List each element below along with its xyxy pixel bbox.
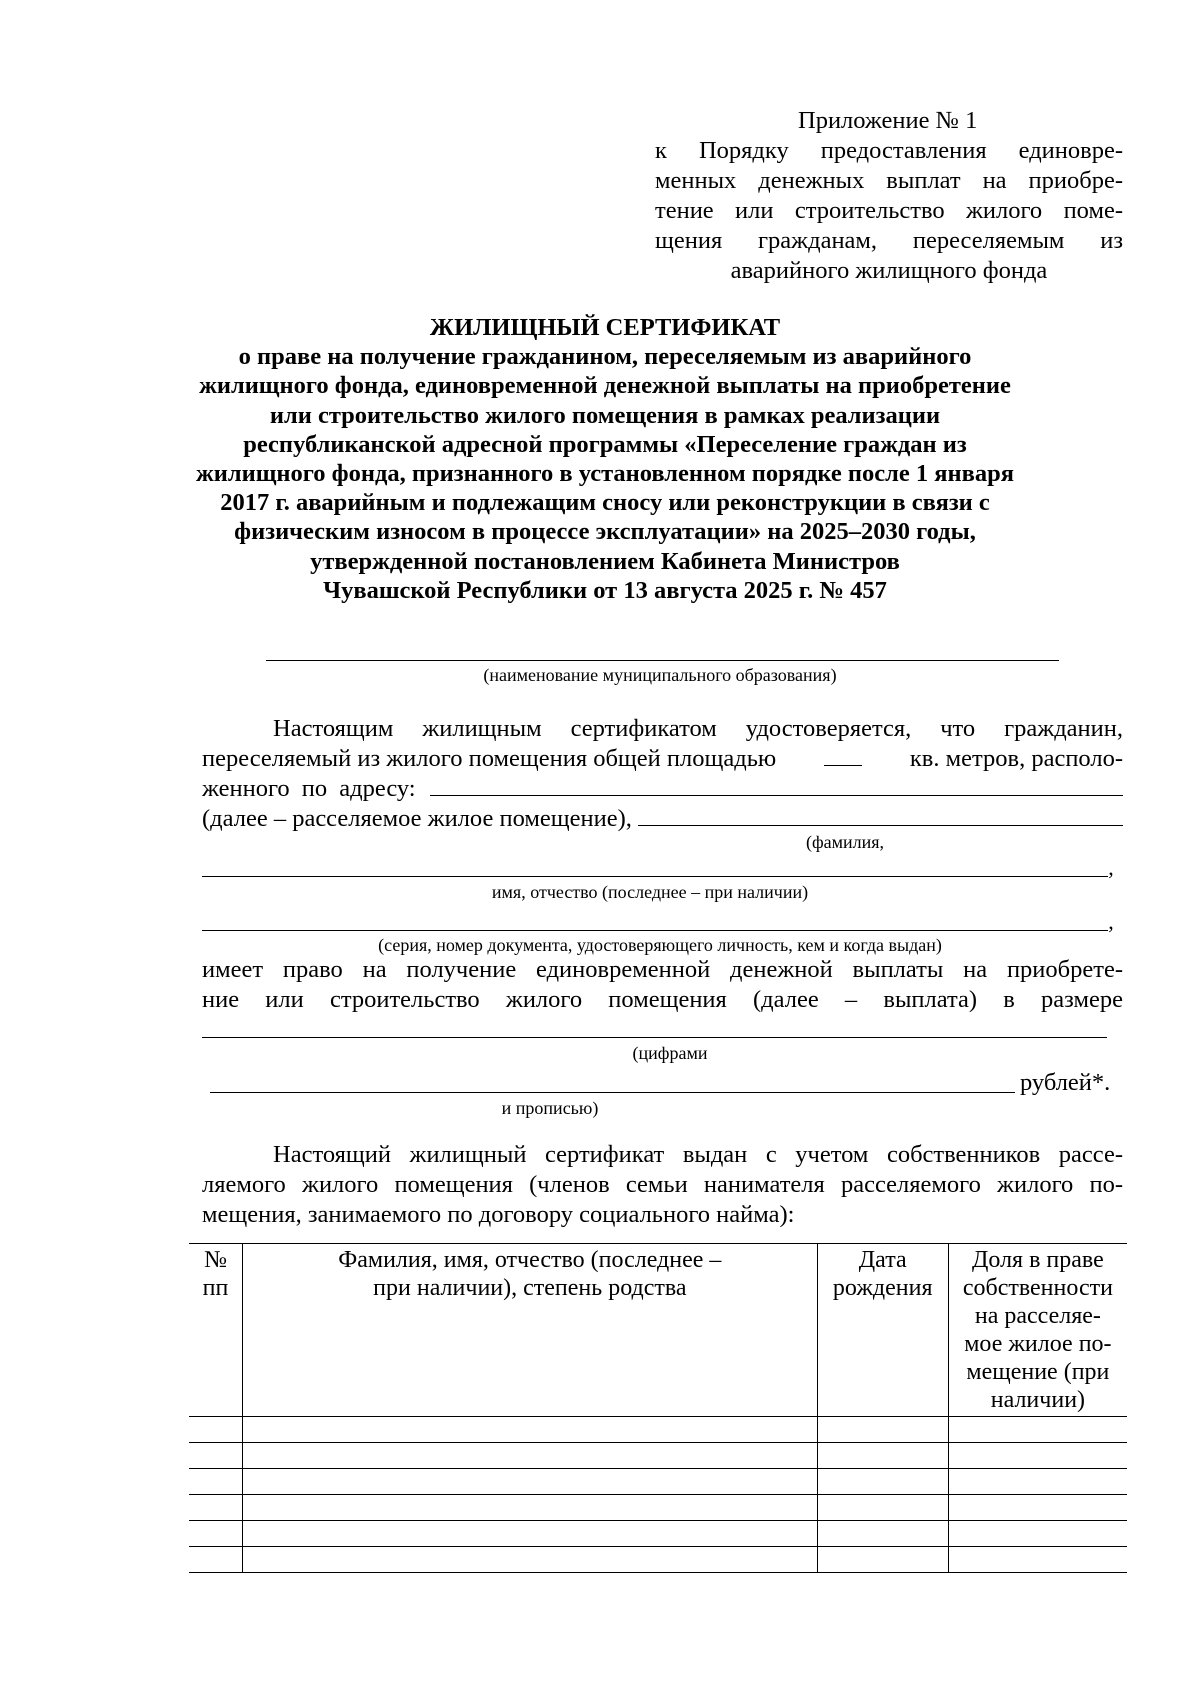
body-line	[202, 744, 1123, 774]
header-text: собственности	[962, 1275, 1113, 1301]
title-line: республиканской адресной программы «Переселение граждан из	[243, 430, 967, 458]
table-row[interactable]	[189, 1443, 1127, 1469]
municipality-caption: (наименование муниципального образования)	[483, 665, 837, 685]
table-row[interactable]	[189, 1547, 1127, 1573]
table-cell[interactable]	[817, 1495, 948, 1521]
table-cell[interactable]	[948, 1443, 1127, 1469]
table-cell[interactable]	[243, 1469, 818, 1495]
header-text: пп	[202, 1275, 229, 1301]
appendix-line: щения гражданам, переселяемым из	[655, 227, 1123, 254]
table-cell[interactable]	[189, 1469, 243, 1495]
header-text: на расселяе-	[974, 1303, 1101, 1329]
table-cell[interactable]	[948, 1521, 1127, 1547]
area-field[interactable]	[824, 745, 862, 766]
certificate-title	[150, 313, 1060, 605]
rubles-label: рублей*.	[1020, 1069, 1111, 1096]
header-text: рождения	[832, 1275, 933, 1301]
body-line-part: (далее – расселяемое жилое помещение),	[202, 805, 632, 832]
certificate-body	[202, 714, 1123, 834]
body-line: имеет право на получение единовременной денежной выплаты на приобрете-	[202, 956, 1123, 983]
title-line: утвержденной постановлением Кабинета Министров	[310, 547, 900, 575]
amount-digits-line[interactable]	[202, 1037, 1107, 1038]
table-cell[interactable]	[189, 1495, 243, 1521]
digits-caption: (цифрами	[632, 1043, 708, 1063]
table-header-row	[189, 1244, 1127, 1417]
comma: ,	[1108, 909, 1114, 934]
document-field-line[interactable]	[202, 930, 1108, 931]
title-line: физическим износом в процессе эксплуатации» на 2025–2030 годы,	[234, 518, 976, 546]
header-text: Дата	[858, 1247, 907, 1273]
table-cell[interactable]	[189, 1443, 243, 1469]
appendix-header	[655, 106, 1123, 286]
table-cell[interactable]	[817, 1469, 948, 1495]
name-field-line[interactable]	[202, 876, 1108, 877]
header-text: Фамилия, имя, отчество (последнее –	[338, 1247, 722, 1273]
appendix-number: Приложение № 1	[798, 107, 978, 134]
title-line: о праве на получение гражданином, переселяемым из аварийного	[238, 343, 972, 371]
header-text: мещение (при	[966, 1359, 1110, 1385]
table-cell[interactable]	[243, 1443, 818, 1469]
table-cell[interactable]	[948, 1469, 1127, 1495]
table-cell[interactable]	[189, 1521, 243, 1547]
certificate-heading: ЖИЛИЩНЫЙ СЕРТИФИКАТ	[429, 314, 781, 341]
body-line: Настоящим жилищным сертификатом удостоверяется, что гражданин,	[273, 715, 1123, 742]
header-cell-number	[189, 1244, 243, 1417]
title-line: жилищного фонда, единовременной денежной выплаты на приобретение	[199, 372, 1011, 400]
appendix-line: менных денежных выплат на приобре-	[655, 167, 1123, 194]
amount-words-line[interactable]	[210, 1092, 1015, 1093]
appendix-line: аварийного жилищного фонда	[730, 257, 1048, 284]
table-cell[interactable]	[189, 1417, 243, 1443]
title-line: или строительство жилого помещения в рамках реализации	[269, 401, 941, 429]
table-cell[interactable]	[189, 1547, 243, 1573]
body-line-part: кв. метров, располо-	[909, 745, 1123, 772]
table-cell[interactable]	[948, 1495, 1127, 1521]
body-line: ние или строительство жилого помещения (далее – выплата) в размере	[202, 986, 1123, 1013]
header-text: Доля в праве	[972, 1247, 1104, 1273]
municipality-field-line[interactable]	[266, 660, 1059, 661]
name-caption: имя, отчество (последнее – при наличии)	[491, 882, 809, 902]
body-line: Настоящий жилищный сертификат выдан с учетом собственников рассе-	[273, 1141, 1123, 1168]
surname-caption: (фамилия,	[805, 832, 885, 852]
body-line	[202, 804, 1123, 834]
header-cell-birthdate	[817, 1244, 948, 1417]
table-cell[interactable]	[243, 1495, 818, 1521]
header-text: №	[204, 1247, 227, 1273]
header-text: наличии)	[990, 1387, 1086, 1413]
table-cell[interactable]	[817, 1521, 948, 1547]
table-cell[interactable]	[243, 1547, 818, 1573]
words-caption: и прописью)	[501, 1098, 599, 1118]
owners-table	[189, 1243, 1127, 1573]
payment-paragraph	[202, 955, 1123, 1015]
appendix-line: к Порядку предоставления единовре-	[655, 137, 1123, 164]
surname-field[interactable]	[638, 805, 1123, 826]
address-field[interactable]	[430, 775, 1123, 796]
header-cell-share	[948, 1244, 1127, 1417]
table-row[interactable]	[189, 1417, 1127, 1443]
body-line	[202, 774, 1123, 804]
body-line-part: женного по адресу:	[202, 775, 416, 802]
document-caption: (серия, номер документа, удостоверяющего личность, кем и когда выдан)	[378, 935, 942, 955]
appendix-line: тение или строительство жилого поме-	[655, 197, 1123, 224]
title-line: жилищного фонда, признанного в установленном порядке после 1 января	[196, 460, 1014, 488]
header-text: при наличии), степень родства	[373, 1275, 687, 1301]
comma: ,	[1108, 855, 1114, 880]
table-cell[interactable]	[817, 1417, 948, 1443]
body-line: мещения, занимаемого по договору социального найма):	[202, 1201, 795, 1228]
body-line: ляемого жилого помещения (членов семьи нанимателя расселяемого жилого по-	[202, 1171, 1123, 1198]
header-cell-name	[243, 1244, 818, 1417]
table-row[interactable]	[189, 1469, 1127, 1495]
owners-paragraph	[202, 1140, 1123, 1230]
table-cell[interactable]	[243, 1417, 818, 1443]
title-line: 2017 г. аварийным и подлежащим сносу или реконструкции в связи с	[220, 489, 990, 517]
table-row[interactable]	[189, 1495, 1127, 1521]
header-text: мое жилое по-	[964, 1331, 1112, 1357]
table-cell[interactable]	[948, 1417, 1127, 1443]
table-cell[interactable]	[948, 1547, 1127, 1573]
title-line: Чувашской Республики от 13 августа 2025 г. № 457	[323, 576, 887, 604]
table-cell[interactable]	[243, 1521, 818, 1547]
body-line-part: переселяемый из жилого помещения общей площадью	[202, 745, 777, 772]
table-row[interactable]	[189, 1521, 1127, 1547]
table-cell[interactable]	[817, 1547, 948, 1573]
table-cell[interactable]	[817, 1443, 948, 1469]
